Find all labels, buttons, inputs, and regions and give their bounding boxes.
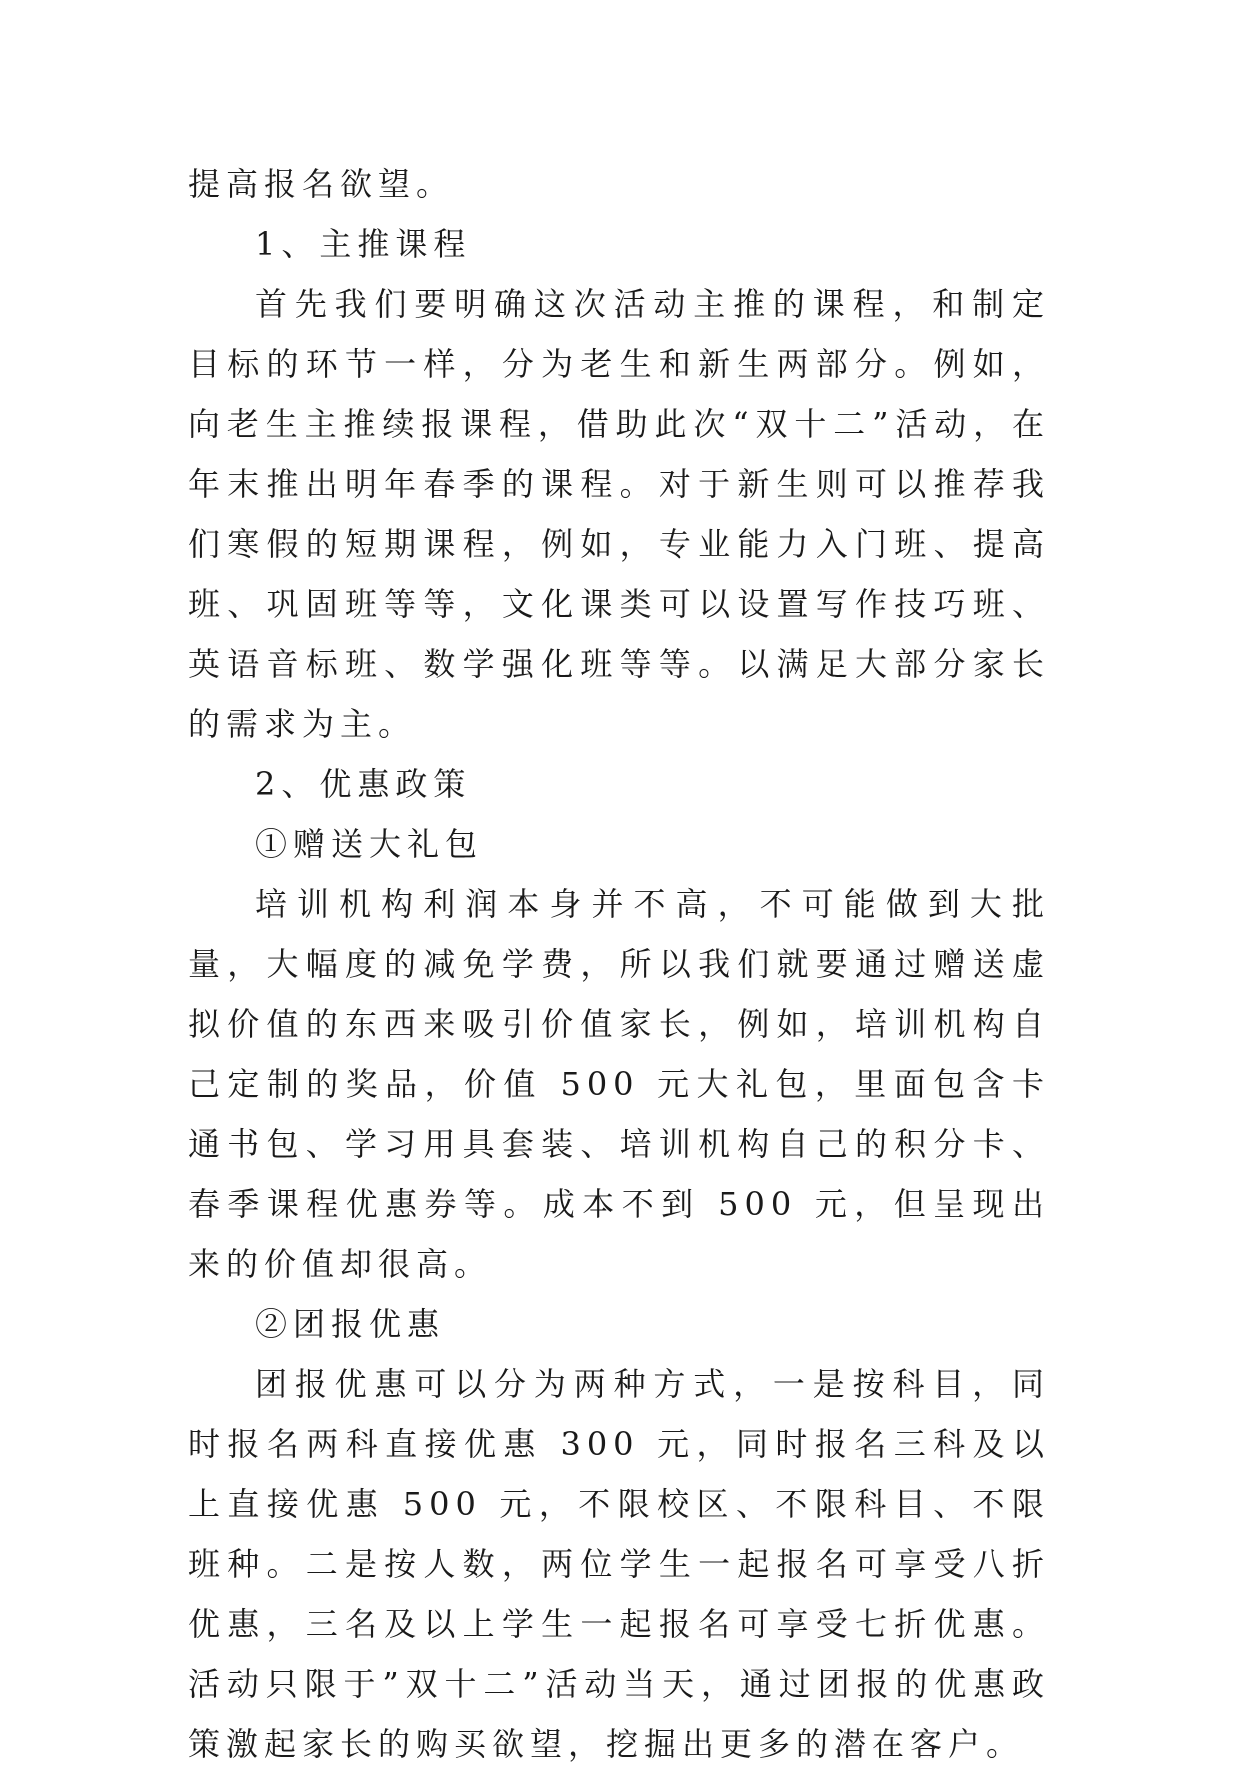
- heading-main-course: 1、主推课程: [255, 225, 472, 263]
- paragraph-main-course: 首先我们要明确这次活动主推的课程，和制定目标的环节一样，分为老生和新生两部分。例如，向老生主推续报课程，借助此次“双十二”活动，在年末推出明年春季的课程。对于新生则可以推荐我们寒假的短期课程，例如，专业能力入门班、提高班、巩固班等等，文化课类可以设置写作技巧班、英语音标班、数学强化班等等。以满足大部分家长的需求为主。: [188, 285, 1050, 743]
- document-body: [188, 154, 1050, 1774]
- heading-group-discount: ②团报优惠: [255, 1305, 446, 1343]
- heading-discount-policy: 2、优惠政策: [255, 765, 472, 803]
- heading-gift-pack: ①赠送大礼包: [255, 825, 484, 863]
- paragraph-group-discount: 团报优惠可以分为两种方式，一是按科目，同时报名两科直接优惠 300 元，同时报名三科及以上直接优惠 500 元，不限校区、不限科目、不限班种。二是按人数，两位学生一起报名可享受八折优惠，三名及以上学生一起报名可享受七折优惠。活动只限于”双十二”活动当天，通过团报的优惠政策激起家长的购买欲望，挖掘出更多的潜在客户。: [188, 1365, 1050, 1763]
- paragraph-gift-pack: 培训机构利润本身并不高，不可能做到大批量，大幅度的减免学费，所以我们就要通过赠送虚拟价值的东西来吸引价值家长，例如，培训机构自己定制的奖品，价值 500 元大礼包，里面包含卡通书包、学习用具套装、培训机构自己的积分卡、春季课程优惠券等。成本不到 500 元，但呈现出来的价值却很高。: [188, 885, 1050, 1283]
- paragraph-continued: 提高报名欲望。: [188, 165, 455, 203]
